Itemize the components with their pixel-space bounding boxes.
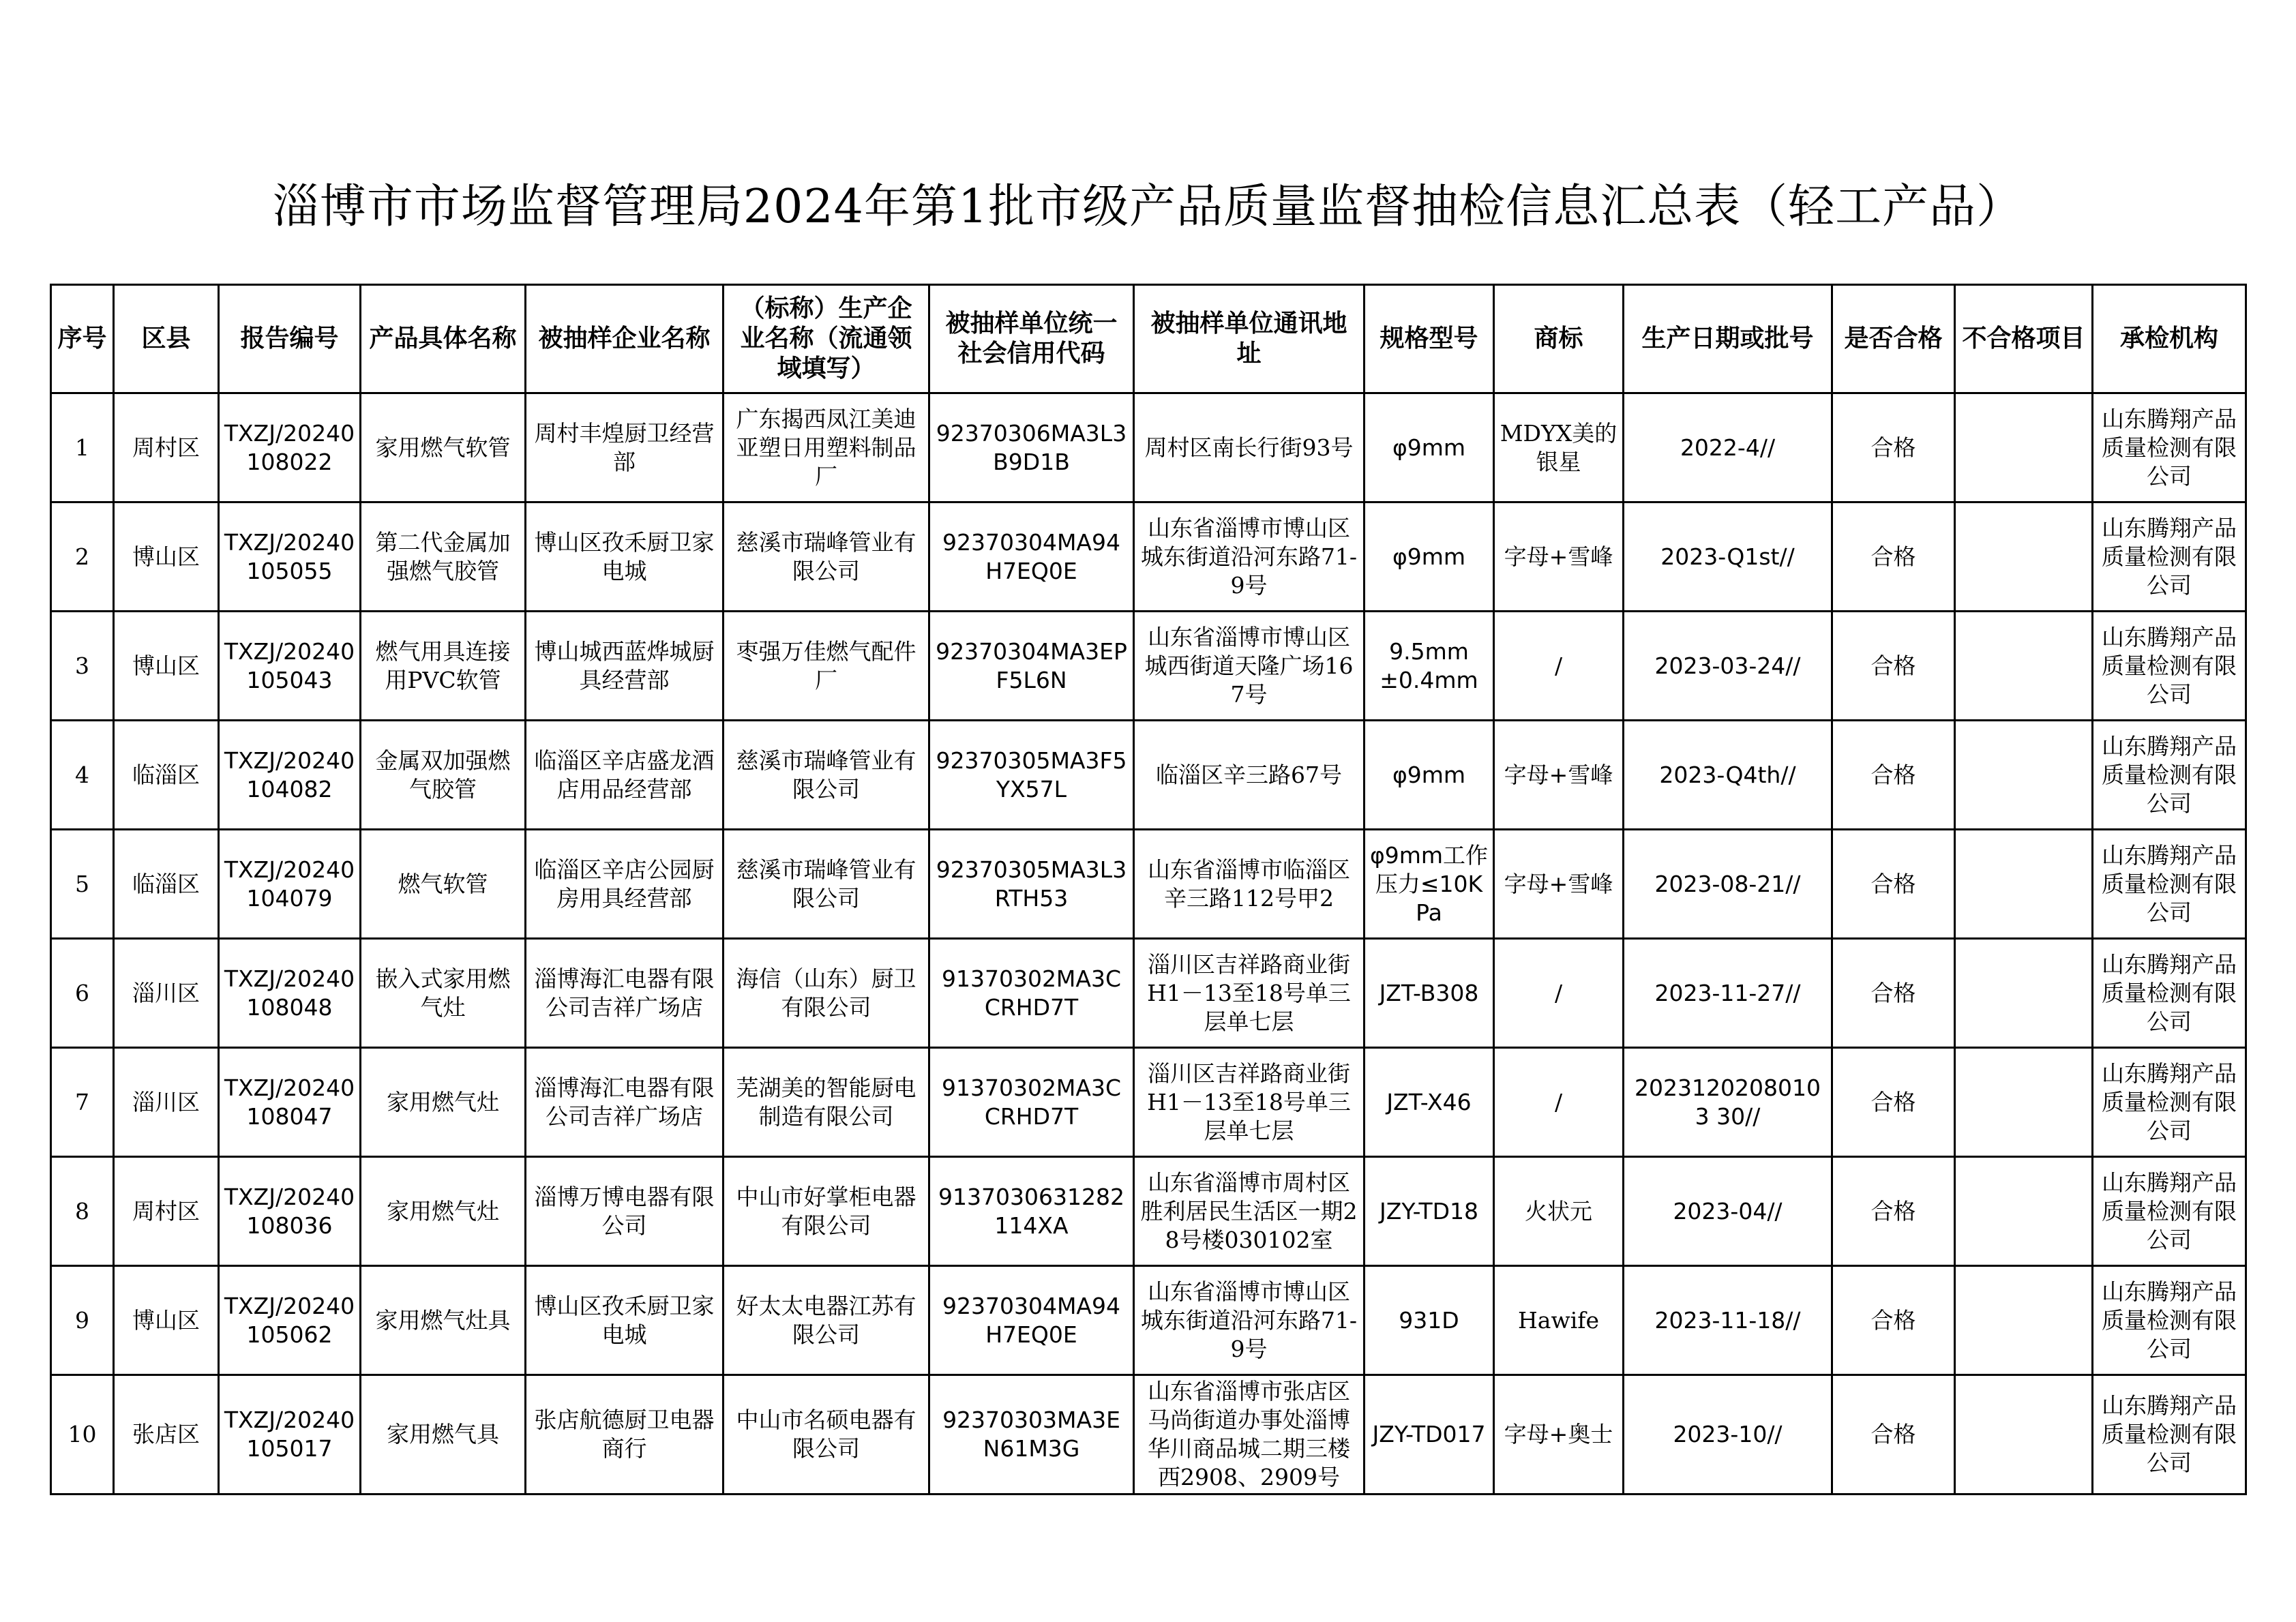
header-fail-items: 不合格项目 xyxy=(1955,285,2093,393)
cell-qualified: 合格 xyxy=(1832,1157,1955,1266)
cell-no: 8 xyxy=(51,1157,114,1266)
cell-inspector: 山东腾翔产品质量检测有限公司 xyxy=(2093,939,2246,1048)
cell-inspector: 山东腾翔产品质量检测有限公司 xyxy=(2093,502,2246,612)
cell-date: 2023-Q4th// xyxy=(1624,721,1832,830)
cell-date: 2023-08-21// xyxy=(1624,830,1832,939)
cell-credit-code: 9137030631282114XA xyxy=(929,1157,1134,1266)
cell-spec: JZT-B308 xyxy=(1365,939,1494,1048)
table-row xyxy=(51,502,2246,612)
cell-sampled-company: 淄博万博电器有限公司 xyxy=(526,1157,724,1266)
header-date: 生产日期或批号 xyxy=(1624,285,1832,393)
cell-inspector: 山东腾翔产品质量检测有限公司 xyxy=(2093,1266,2246,1375)
cell-credit-code: 92370304MA94H7EQ0E xyxy=(929,502,1134,612)
cell-no: 6 xyxy=(51,939,114,1048)
cell-inspector: 山东腾翔产品质量检测有限公司 xyxy=(2093,393,2246,502)
cell-manufacturer: 广东揭西凤江美迪亚塑日用塑料制品厂 xyxy=(724,393,929,502)
header-report-no: 报告编号 xyxy=(219,285,361,393)
cell-sampled-company: 周村丰煌厨卫经营部 xyxy=(526,393,724,502)
cell-qualified: 合格 xyxy=(1832,612,1955,721)
cell-product: 家用燃气具 xyxy=(361,1375,526,1495)
cell-address: 山东省淄博市博山区城东街道沿河东路71-9号 xyxy=(1134,502,1365,612)
table-row xyxy=(51,1157,2246,1266)
cell-spec: φ9mm xyxy=(1365,393,1494,502)
inspection-table xyxy=(50,284,2247,1495)
header-product: 产品具体名称 xyxy=(361,285,526,393)
cell-sampled-company: 博山城西蓝烨城厨具经营部 xyxy=(526,612,724,721)
cell-manufacturer: 慈溪市瑞峰管业有限公司 xyxy=(724,830,929,939)
page-title: 淄博市市场监督管理局2024年第1批市级产品质量监督抽检信息汇总表（轻工产品） xyxy=(272,180,2024,234)
cell-report-no: TXZJ/20240108036 xyxy=(219,1157,361,1266)
cell-inspector: 山东腾翔产品质量检测有限公司 xyxy=(2093,1048,2246,1157)
cell-credit-code: 92370305MA3L3RTH53 xyxy=(929,830,1134,939)
cell-brand: 字母+奥士 xyxy=(1494,1375,1624,1495)
cell-district: 博山区 xyxy=(114,1266,219,1375)
cell-credit-code: 92370304MA94H7EQ0E xyxy=(929,1266,1134,1375)
cell-manufacturer: 芜湖美的智能厨电制造有限公司 xyxy=(724,1048,929,1157)
cell-report-no: TXZJ/20240104082 xyxy=(219,721,361,830)
cell-report-no: TXZJ/20240108048 xyxy=(219,939,361,1048)
cell-fail-items xyxy=(1955,1266,2093,1375)
cell-brand: / xyxy=(1494,612,1624,721)
cell-manufacturer: 慈溪市瑞峰管业有限公司 xyxy=(724,721,929,830)
cell-credit-code: 91370302MA3CCRHD7T xyxy=(929,939,1134,1048)
table-row xyxy=(51,1048,2246,1157)
cell-district: 张店区 xyxy=(114,1375,219,1495)
header-district: 区县 xyxy=(114,285,219,393)
cell-no: 3 xyxy=(51,612,114,721)
cell-product: 燃气软管 xyxy=(361,830,526,939)
cell-fail-items xyxy=(1955,1048,2093,1157)
cell-fail-items xyxy=(1955,1157,2093,1266)
cell-inspector: 山东腾翔产品质量检测有限公司 xyxy=(2093,1375,2246,1495)
cell-product: 家用燃气灶 xyxy=(361,1048,526,1157)
cell-fail-items xyxy=(1955,721,2093,830)
cell-no: 9 xyxy=(51,1266,114,1375)
header-brand: 商标 xyxy=(1494,285,1624,393)
cell-district: 临淄区 xyxy=(114,721,219,830)
cell-no: 2 xyxy=(51,502,114,612)
cell-date: 2023-04// xyxy=(1624,1157,1832,1266)
cell-product: 嵌入式家用燃气灶 xyxy=(361,939,526,1048)
cell-product: 家用燃气软管 xyxy=(361,393,526,502)
table-body xyxy=(51,393,2246,1495)
cell-sampled-company: 张店航德厨卫电器商行 xyxy=(526,1375,724,1495)
cell-spec: JZY-TD017 xyxy=(1365,1375,1494,1495)
cell-qualified: 合格 xyxy=(1832,502,1955,612)
header-row xyxy=(51,285,2246,393)
cell-spec: JZT-X46 xyxy=(1365,1048,1494,1157)
cell-inspector: 山东腾翔产品质量检测有限公司 xyxy=(2093,1157,2246,1266)
table-row xyxy=(51,612,2246,721)
cell-no: 7 xyxy=(51,1048,114,1157)
cell-credit-code: 92370303MA3EN61M3G xyxy=(929,1375,1134,1495)
cell-credit-code: 92370306MA3L3B9D1B xyxy=(929,393,1134,502)
cell-product: 家用燃气灶 xyxy=(361,1157,526,1266)
cell-district: 临淄区 xyxy=(114,830,219,939)
cell-qualified: 合格 xyxy=(1832,1375,1955,1495)
table-row xyxy=(51,393,2246,502)
cell-report-no: TXZJ/20240105062 xyxy=(219,1266,361,1375)
cell-manufacturer: 好太太电器江苏有限公司 xyxy=(724,1266,929,1375)
cell-manufacturer: 海信（山东）厨卫有限公司 xyxy=(724,939,929,1048)
cell-credit-code: 91370302MA3CCRHD7T xyxy=(929,1048,1134,1157)
cell-spec: φ9mm xyxy=(1365,721,1494,830)
cell-district: 周村区 xyxy=(114,1157,219,1266)
cell-brand: / xyxy=(1494,1048,1624,1157)
cell-spec: 9.5mm±0.4mm xyxy=(1365,612,1494,721)
cell-address: 淄川区吉祥路商业街H1－13至18号单三层单七层 xyxy=(1134,939,1365,1048)
cell-date: 2023-10// xyxy=(1624,1375,1832,1495)
cell-sampled-company: 临淄区辛店公园厨房用具经营部 xyxy=(526,830,724,939)
cell-qualified: 合格 xyxy=(1832,1266,1955,1375)
cell-report-no: TXZJ/20240105043 xyxy=(219,612,361,721)
cell-qualified: 合格 xyxy=(1832,721,1955,830)
cell-date: 2023-Q1st// xyxy=(1624,502,1832,612)
cell-fail-items xyxy=(1955,830,2093,939)
cell-no: 10 xyxy=(51,1375,114,1495)
cell-spec: JZY-TD18 xyxy=(1365,1157,1494,1266)
cell-product: 家用燃气灶具 xyxy=(361,1266,526,1375)
cell-sampled-company: 淄博海汇电器有限公司吉祥广场店 xyxy=(526,1048,724,1157)
cell-address: 山东省淄博市博山区城西街道天隆广场167号 xyxy=(1134,612,1365,721)
cell-date: 2022-4// xyxy=(1624,393,1832,502)
header-qualified: 是否合格 xyxy=(1832,285,1955,393)
cell-report-no: TXZJ/20240108047 xyxy=(219,1048,361,1157)
cell-brand: / xyxy=(1494,939,1624,1048)
cell-spec: φ9mm工作压力≤10KPa xyxy=(1365,830,1494,939)
cell-credit-code: 92370304MA3EPF5L6N xyxy=(929,612,1134,721)
cell-manufacturer: 中山市好掌柜电器有限公司 xyxy=(724,1157,929,1266)
cell-district: 博山区 xyxy=(114,502,219,612)
cell-brand: 字母+雪峰 xyxy=(1494,721,1624,830)
cell-manufacturer: 枣强万佳燃气配件厂 xyxy=(724,612,929,721)
cell-product: 第二代金属加强燃气胶管 xyxy=(361,502,526,612)
cell-date: 20231202080103 30// xyxy=(1624,1048,1832,1157)
header-sampled-company: 被抽样企业名称 xyxy=(526,285,724,393)
cell-district: 淄川区 xyxy=(114,939,219,1048)
header-manufacturer: （标称）生产企业名称（流通领域填写） xyxy=(724,285,929,393)
cell-credit-code: 92370305MA3F5YX57L xyxy=(929,721,1134,830)
cell-product: 燃气用具连接用PVC软管 xyxy=(361,612,526,721)
cell-fail-items xyxy=(1955,502,2093,612)
cell-address: 山东省淄博市临淄区辛三路112号甲2 xyxy=(1134,830,1365,939)
cell-no: 1 xyxy=(51,393,114,502)
header-address: 被抽样单位通讯地址 xyxy=(1134,285,1365,393)
cell-brand: Hawife xyxy=(1494,1266,1624,1375)
cell-date: 2023-03-24// xyxy=(1624,612,1832,721)
cell-date: 2023-11-27// xyxy=(1624,939,1832,1048)
cell-report-no: TXZJ/20240104079 xyxy=(219,830,361,939)
cell-brand: 字母+雪峰 xyxy=(1494,502,1624,612)
cell-inspector: 山东腾翔产品质量检测有限公司 xyxy=(2093,830,2246,939)
cell-report-no: TXZJ/20240105055 xyxy=(219,502,361,612)
table-row xyxy=(51,830,2246,939)
cell-report-no: TXZJ/20240108022 xyxy=(219,393,361,502)
table-row xyxy=(51,1375,2246,1495)
cell-address: 山东省淄博市张店区马尚街道办事处淄博华川商品城二期三楼西2908、2909号 xyxy=(1134,1375,1365,1495)
cell-qualified: 合格 xyxy=(1832,393,1955,502)
table-row xyxy=(51,939,2246,1048)
header-no: 序号 xyxy=(51,285,114,393)
cell-no: 5 xyxy=(51,830,114,939)
cell-brand: 火状元 xyxy=(1494,1157,1624,1266)
cell-sampled-company: 博山区孜禾厨卫家电城 xyxy=(526,502,724,612)
table-row xyxy=(51,721,2246,830)
cell-fail-items xyxy=(1955,393,2093,502)
cell-address: 淄川区吉祥路商业街H1－13至18号单三层单七层 xyxy=(1134,1048,1365,1157)
cell-inspector: 山东腾翔产品质量检测有限公司 xyxy=(2093,721,2246,830)
cell-fail-items xyxy=(1955,939,2093,1048)
cell-date: 2023-11-18// xyxy=(1624,1266,1832,1375)
cell-brand: MDYX美的银星 xyxy=(1494,393,1624,502)
cell-address: 山东省淄博市周村区胜利居民生活区一期28号楼030102室 xyxy=(1134,1157,1365,1266)
cell-no: 4 xyxy=(51,721,114,830)
cell-district: 淄川区 xyxy=(114,1048,219,1157)
cell-district: 博山区 xyxy=(114,612,219,721)
cell-fail-items xyxy=(1955,612,2093,721)
cell-brand: 字母+雪峰 xyxy=(1494,830,1624,939)
cell-qualified: 合格 xyxy=(1832,1048,1955,1157)
cell-qualified: 合格 xyxy=(1832,939,1955,1048)
cell-qualified: 合格 xyxy=(1832,830,1955,939)
table-row xyxy=(51,1266,2246,1375)
cell-inspector: 山东腾翔产品质量检测有限公司 xyxy=(2093,612,2246,721)
cell-sampled-company: 临淄区辛店盛龙酒店用品经营部 xyxy=(526,721,724,830)
cell-report-no: TXZJ/20240105017 xyxy=(219,1375,361,1495)
cell-district: 周村区 xyxy=(114,393,219,502)
cell-spec: φ9mm xyxy=(1365,502,1494,612)
header-credit-code: 被抽样单位统一社会信用代码 xyxy=(929,285,1134,393)
cell-sampled-company: 淄博海汇电器有限公司吉祥广场店 xyxy=(526,939,724,1048)
cell-manufacturer: 中山市名硕电器有限公司 xyxy=(724,1375,929,1495)
cell-fail-items xyxy=(1955,1375,2093,1495)
cell-manufacturer: 慈溪市瑞峰管业有限公司 xyxy=(724,502,929,612)
cell-sampled-company: 博山区孜禾厨卫家电城 xyxy=(526,1266,724,1375)
cell-address: 周村区南长行街93号 xyxy=(1134,393,1365,502)
header-inspector: 承检机构 xyxy=(2093,285,2246,393)
cell-address: 临淄区辛三路67号 xyxy=(1134,721,1365,830)
cell-product: 金属双加强燃气胶管 xyxy=(361,721,526,830)
cell-address: 山东省淄博市博山区城东街道沿河东路71-9号 xyxy=(1134,1266,1365,1375)
cell-spec: 931D xyxy=(1365,1266,1494,1375)
header-spec: 规格型号 xyxy=(1365,285,1494,393)
